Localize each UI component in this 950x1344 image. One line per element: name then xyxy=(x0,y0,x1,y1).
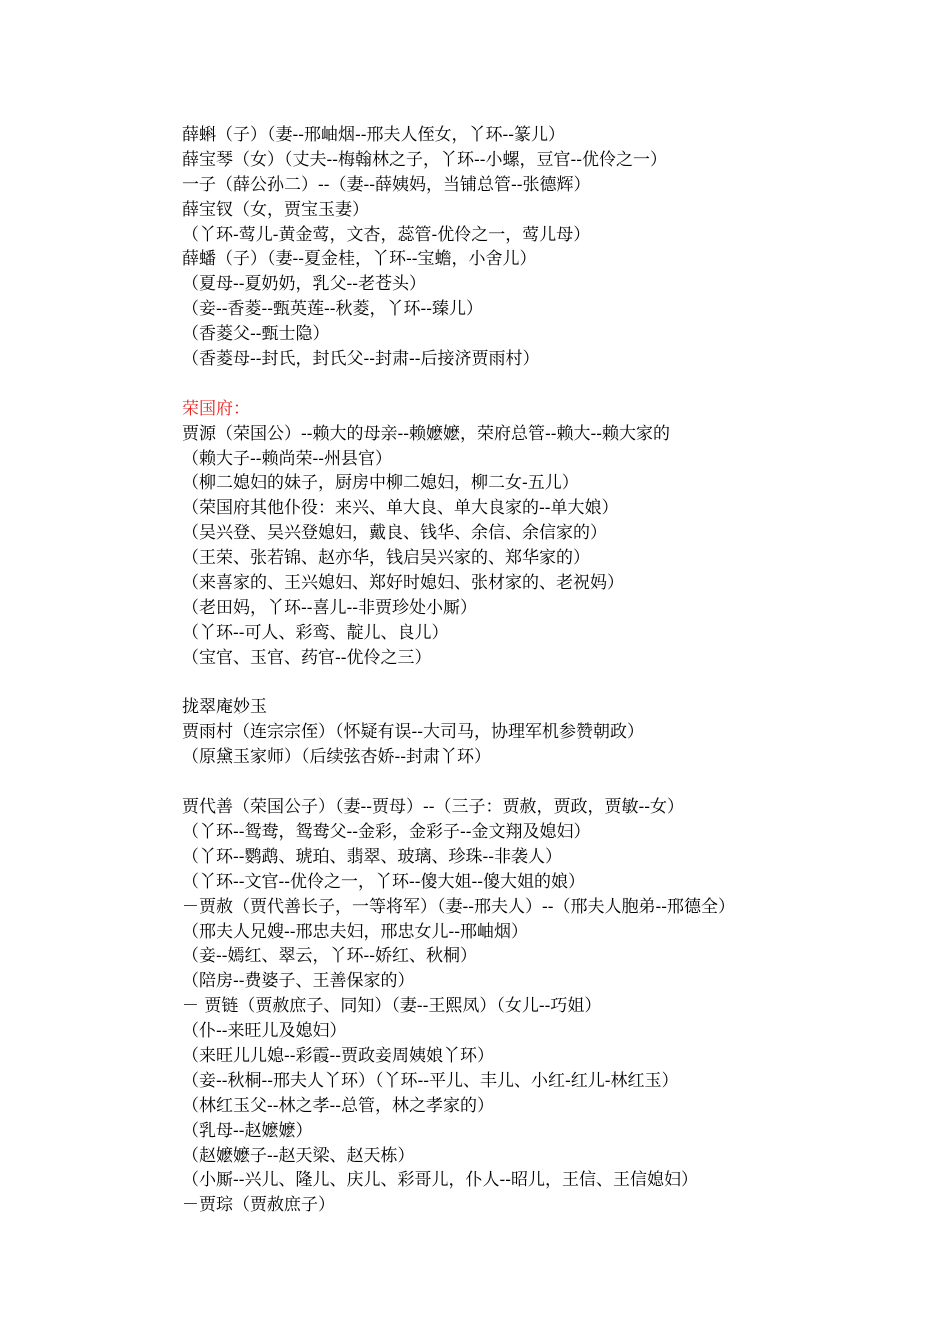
text-line: （荣国府其他仆役：来兴、单大良、单大良家的--单大娘） xyxy=(182,498,619,519)
text-line: 薛蟠（子）（妻--夏金桂，丫环--宝蟾，小舍儿） xyxy=(182,249,537,270)
text-line: （邢夫人兄嫂--邢忠夫妇，邢忠女儿--邢岫烟） xyxy=(182,921,528,942)
section-heading: 荣国府： xyxy=(182,398,250,419)
text-line: （丫环--可人、彩鸾、靛儿、良儿） xyxy=(182,622,449,643)
paragraph-spacer xyxy=(182,372,922,397)
paragraph-spacer xyxy=(182,770,922,795)
text-line: （小厮--兴儿、隆儿、庆儿、彩哥儿，仆人--昭儿，王信、王信媳妇） xyxy=(182,1170,698,1191)
paragraph-spacer xyxy=(182,671,922,696)
text-line: －贾琮（贾赦庶子） xyxy=(182,1195,335,1216)
text-line: － 贾链（贾赦庶子、同知）（妻--王熙凤）（女儿--巧姐） xyxy=(182,996,602,1017)
text-line: （来喜家的、王兴媳妇、郑好时媳妇、张材家的、老祝妈） xyxy=(182,573,624,594)
text-line: 薛蝌（子）（妻--邢岫烟--邢夫人侄女，丫环--篆儿） xyxy=(182,125,565,145)
section-rongguofu xyxy=(182,397,922,671)
text-line: 贾代善（荣国公子）（妻--贾母）--（三子：贾赦，贾政，贾敏--女） xyxy=(182,797,684,818)
text-line: （丫环--鸳鸯，鸳鸯父--金彩，金彩子--金文翔及媳妇） xyxy=(182,821,591,842)
text-line: （王荣、张若锦、赵亦华，钱启吴兴家的、郑华家的） xyxy=(182,548,590,569)
text-line: （柳二媳妇的妹子，厨房中柳二媳妇，柳二女-五儿） xyxy=(182,473,579,494)
text-line: （陪房--费婆子、王善保家的） xyxy=(182,971,415,992)
text-line: （宝官、玉官、药官--优伶之三） xyxy=(182,647,432,668)
text-line: （丫环--文官--优伶之一，丫环--傻大姐--傻大姐的娘） xyxy=(182,871,585,892)
text-line: （丫环-莺儿-黄金莺，文杏，蕊管-优伶之一，莺儿母） xyxy=(182,224,591,245)
text-line: 拢翠庵妙玉 xyxy=(182,697,267,718)
text-line: （妾--秋桐--邢夫人丫环）（丫环--平儿、丰儿、小红-红儿-林红玉） xyxy=(182,1070,679,1091)
text-line: （香菱母--封氏，封氏父--封肃--后接济贾雨村） xyxy=(182,349,540,370)
text-line: （原黛玉家师）（后续弦杏娇--封肃丫环） xyxy=(182,747,491,768)
text-line: （仆--来旺儿及媳妇） xyxy=(182,1021,347,1042)
text-line: 贾雨村（连宗宗侄）（怀疑有误--大司马，协理军机参赞朝政） xyxy=(182,722,644,743)
document-body xyxy=(182,123,922,1218)
text-line: （赖大子--赖尚荣--州县官） xyxy=(182,448,392,469)
text-line: （来旺儿儿媳--彩霞--贾政妾周姨娘丫环） xyxy=(182,1045,494,1066)
section-xue-family xyxy=(182,123,922,372)
text-line: 贾源（荣国公）--赖大的母亲--赖嬷嬷，荣府总管--赖大--赖大家的 xyxy=(182,423,670,444)
text-line: 一子（薛公孙二）--（妻--薛姨妈，当铺总管--张德辉） xyxy=(182,174,591,195)
text-line: （吴兴登、吴兴登媳妇，戴良、钱华、余信、余信家的） xyxy=(182,523,607,544)
text-line: （妾--嫣红、翠云，丫环--娇红、秋桐） xyxy=(182,946,477,967)
text-line: （林红玉父--林之孝--总管，林之孝家的） xyxy=(182,1095,494,1116)
text-line: （妾--香菱--甄英莲--秋菱，丫环--臻儿） xyxy=(182,299,483,320)
text-line: （夏母--夏奶奶，乳父--老苍头） xyxy=(182,274,426,295)
section-jia-daishan xyxy=(182,795,922,1218)
section-miaoyu xyxy=(182,695,922,770)
text-line: （赵嬷嬷子--赵天梁、赵天栋） xyxy=(182,1145,415,1166)
text-line: 薛宝钗（女，贾宝玉妻） xyxy=(182,199,369,220)
text-line: （乳母--赵嬷嬷） xyxy=(182,1120,313,1141)
text-line: （香菱父--甄士隐） xyxy=(182,324,330,345)
text-line: －贾赦（贾代善长子，一等将军）（妻--邢夫人）--（邢夫人胞弟--邢德全） xyxy=(182,896,735,917)
text-line: （丫环--鹦鹉、琥珀、翡翠、玻璃、珍珠--非袭人） xyxy=(182,846,562,867)
text-line: （老田妈，丫环--喜儿--非贾珍处小厮） xyxy=(182,597,477,618)
text-line: 薛宝琴（女）（丈夫--梅翰林之子，丫环--小螺，豆官--优伶之一） xyxy=(182,149,667,170)
